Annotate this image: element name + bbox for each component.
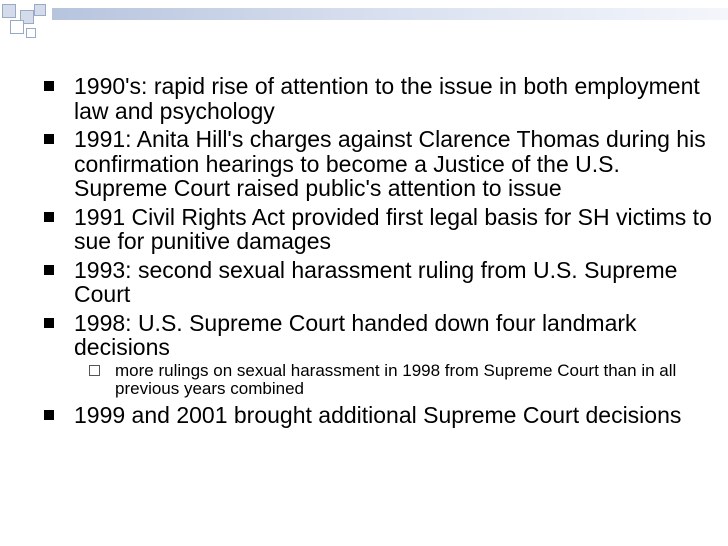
bullet-item bbox=[44, 258, 714, 307]
bullet-item bbox=[44, 403, 714, 428]
square-bullet-icon bbox=[44, 134, 54, 144]
bullet-text: 1990's: rapid rise of attention to the issue in both employment law and psychology bbox=[74, 73, 700, 124]
title-accent-bar bbox=[52, 8, 728, 20]
bullet-list bbox=[44, 74, 714, 427]
deco-square-icon bbox=[10, 20, 24, 34]
slide-body bbox=[44, 74, 714, 431]
bullet-item bbox=[44, 311, 714, 399]
square-bullet-icon bbox=[44, 81, 54, 91]
bullet-text: 1993: second sexual harassment ruling from U.S. Supreme Court bbox=[74, 256, 678, 307]
sub-bullet-item bbox=[86, 362, 714, 399]
bullet-text: 1998: U.S. Supreme Court handed down four landmark decisions bbox=[74, 309, 637, 360]
square-bullet-icon bbox=[44, 212, 54, 222]
square-bullet-icon bbox=[44, 265, 54, 275]
deco-square-icon bbox=[26, 28, 36, 38]
deco-square-icon bbox=[2, 4, 16, 18]
bullet-text: 1999 and 2001 brought additional Supreme Court decisions bbox=[74, 401, 682, 428]
sub-bullet-list bbox=[74, 362, 714, 399]
square-bullet-icon bbox=[44, 318, 54, 328]
sub-bullet-text: more rulings on sexual harassment in 1998 from Supreme Court than in all previous years combined bbox=[115, 360, 677, 398]
hollow-square-bullet-icon bbox=[89, 365, 100, 376]
bullet-text: 1991 Civil Rights Act provided first legal basis for SH victims to sue for punitive damages bbox=[74, 203, 712, 254]
bullet-item bbox=[44, 127, 714, 201]
bullet-item bbox=[44, 74, 714, 123]
deco-square-icon bbox=[34, 4, 46, 16]
square-bullet-icon bbox=[44, 410, 54, 420]
bullet-text: 1991: Anita Hill's charges against Clarence Thomas during his confirmation hearings to become a Justice of the U.S. Supreme Court raised public's attention to issue bbox=[74, 126, 706, 201]
bullet-item bbox=[44, 205, 714, 254]
